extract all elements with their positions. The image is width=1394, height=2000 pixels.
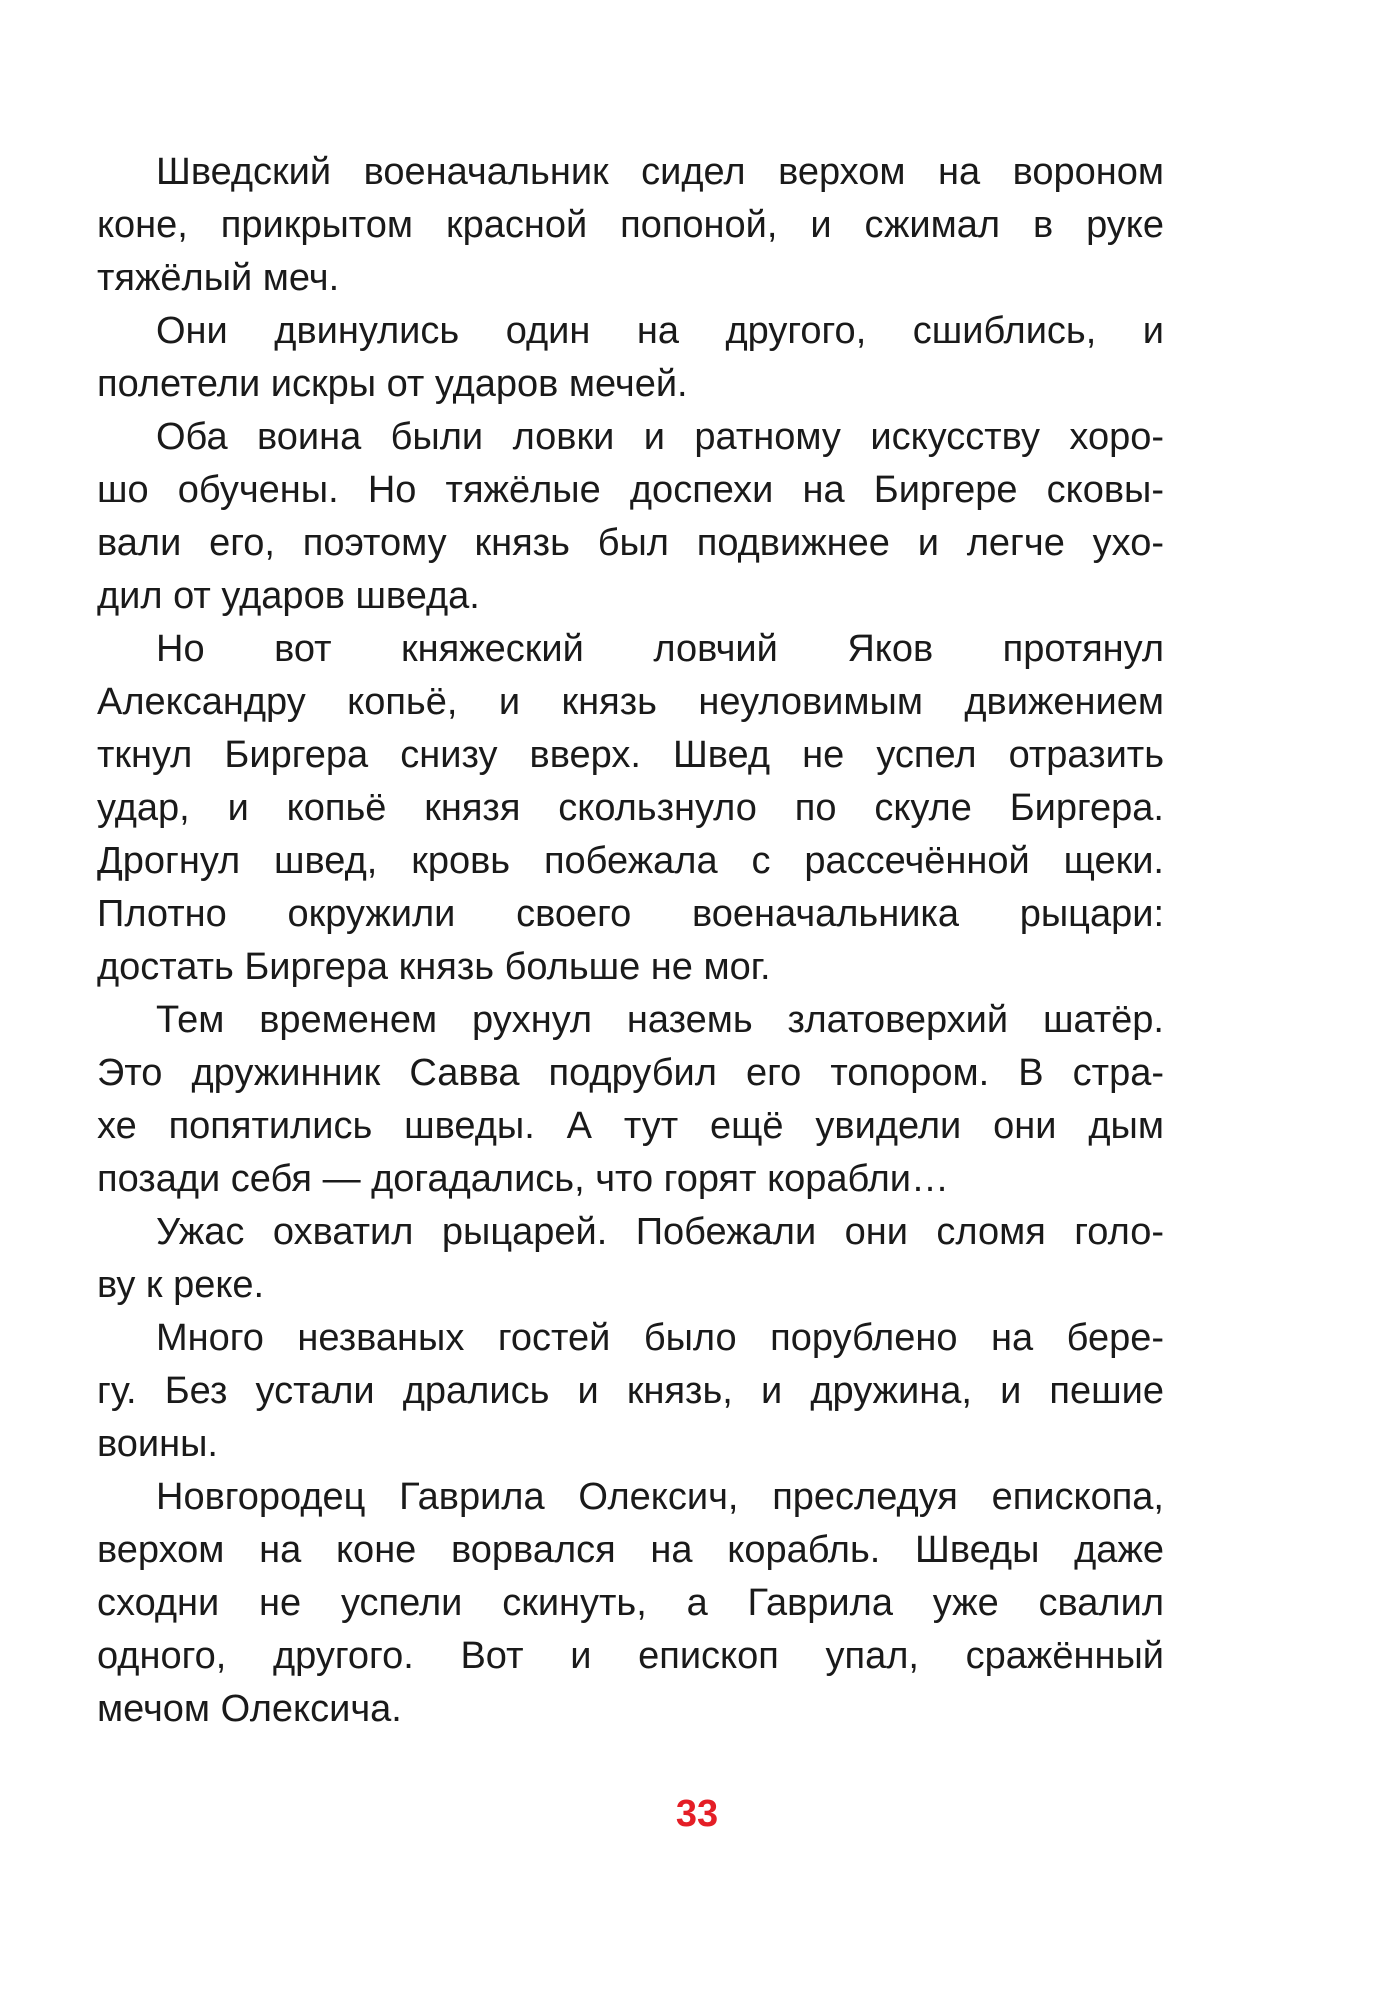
text-line: Ужас охватил рыцарей. Побежали они сломя голо- [156, 1211, 1164, 1253]
text-line: шо обучены. Но тяжёлые доспехи на Биргере сковы- [97, 469, 1164, 511]
text-line: Дрогнул швед, кровь побежала с рассечённой щеки. [97, 840, 1164, 882]
paragraph [97, 1206, 1164, 1312]
paragraph [97, 1471, 1164, 1736]
text-line: позади себя — догадались, что горят корабли… [97, 1158, 949, 1200]
paragraph [97, 623, 1164, 994]
text-line: мечом Олексича. [97, 1688, 402, 1730]
page-text [97, 146, 1164, 1736]
text-line: одного, другого. Вот и епископ упал, сражённый [97, 1635, 1164, 1677]
text-line: Плотно окружили своего военачальника рыцари: [97, 893, 1164, 935]
text-line: хе попятились шведы. А тут ещё увидели они дым [97, 1105, 1164, 1147]
paragraph [97, 1312, 1164, 1471]
text-line: удар, и копьё князя скользнуло по скуле Биргера. [97, 787, 1164, 829]
text-line: вали его, поэтому князь был подвижнее и легче ухо- [97, 522, 1164, 564]
text-line: дил от ударов шведа. [97, 575, 480, 617]
text-line: Но вот княжеский ловчий Яков протянул [156, 628, 1164, 670]
text-line: полетели искры от ударов мечей. [97, 363, 688, 405]
text-line: тяжёлый меч. [97, 257, 340, 299]
paragraph [97, 146, 1164, 305]
text-line: ву к реке. [97, 1264, 265, 1306]
text-line: Тем временем рухнул наземь златоверхий шатёр. [156, 999, 1164, 1041]
text-line: воины. [97, 1423, 218, 1465]
text-line: Александру копьё, и князь неуловимым движением [97, 681, 1164, 723]
text-line: коне, прикрытом красной попоной, и сжимал в руке [97, 204, 1164, 246]
text-line: Оба воина были ловки и ратному искусству хоро- [156, 416, 1164, 458]
text-line: сходни не успели скинуть, а Гаврила уже свалил [97, 1582, 1164, 1624]
paragraph [97, 994, 1164, 1206]
text-line: Шведский военачальник сидел верхом на вороном [156, 151, 1164, 193]
text-line: Новгородец Гаврила Олексич, преследуя епископа, [156, 1476, 1164, 1518]
text-line: ткнул Биргера снизу вверх. Швед не успел отразить [97, 734, 1164, 776]
text-line: Они двинулись один на другого, сшиблись, и [156, 310, 1164, 352]
text-line: Это дружинник Савва подрубил его топором. В стра- [97, 1052, 1164, 1094]
text-line: верхом на коне ворвался на корабль. Шведы даже [97, 1529, 1164, 1571]
paragraph [97, 305, 1164, 411]
text-line: Много незваных гостей было порублено на бере- [156, 1317, 1164, 1359]
page-number: 33 [675, 1793, 719, 1835]
paragraph [97, 411, 1164, 623]
text-line: достать Биргера князь больше не мог. [97, 946, 771, 988]
text-line: гу. Без устали дрались и князь, и дружина, и пешие [97, 1370, 1164, 1412]
